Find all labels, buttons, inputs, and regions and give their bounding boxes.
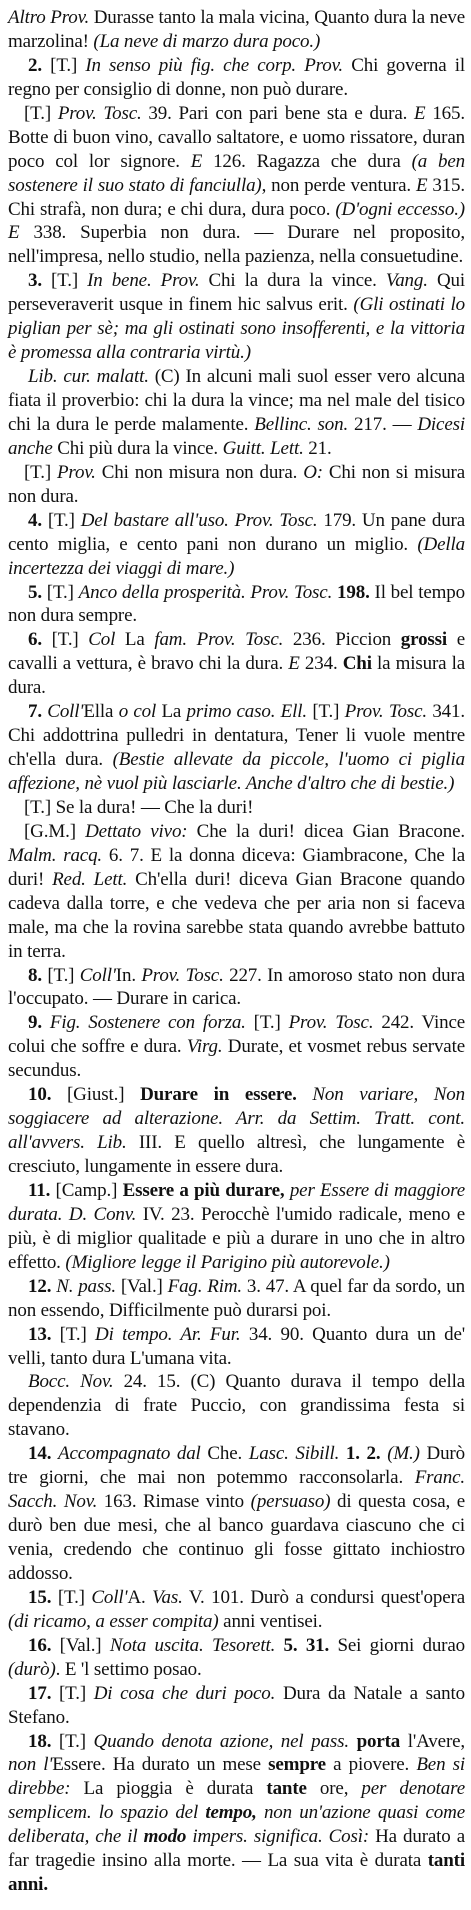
- text-run: [T.]: [51, 1323, 96, 1345]
- bold-run: tempo,: [205, 1802, 257, 1824]
- entry-paragraph: [8, 1083, 465, 1179]
- italic-run: non un'azione quasi come deliberata, che il: [8, 1802, 465, 1848]
- text-run: la misura la dura.: [8, 653, 466, 699]
- italic-run: O:: [303, 461, 323, 483]
- text-run: III. E quello altresì, che lungamente è cresciuto, lungamente in essere dura.: [8, 1132, 466, 1177]
- text-run: La pioggia è durata: [70, 1778, 267, 1800]
- bold-run: 5.: [28, 581, 42, 603]
- text-run: IV. 23. Perocchè l'umido radicale, meno e più, è di miglior qualitade e più a durare in uno che in altro effetto.: [8, 1203, 465, 1273]
- entry-paragraph: [8, 509, 465, 581]
- entry-paragraph: [8, 581, 465, 629]
- italic-run: (D'ogni eccesso.) E: [8, 198, 465, 244]
- italic-run: fam. Prov. Tosc.: [154, 629, 284, 651]
- bold-run: 4.: [28, 509, 42, 531]
- text-run: V. 101. Durò a condursi quest'opera: [182, 1586, 465, 1608]
- italic-run: Coll': [47, 701, 84, 723]
- text-run: [297, 1084, 313, 1105]
- text-run: [T.]: [51, 1586, 92, 1608]
- text-run: La: [115, 629, 155, 651]
- entry-paragraph: [8, 1323, 465, 1371]
- italic-run: Prov. Tosc.: [288, 1012, 374, 1034]
- text-run: 315. Chi strafà, non dura; e chi dura, dura poco.: [8, 174, 465, 220]
- bold-run: 6.: [28, 629, 42, 651]
- italic-run: Dettato vivo:: [85, 820, 188, 842]
- italic-run: In senso più fig. che corp. Prov.: [85, 54, 344, 76]
- italic-run: Prov. Tosc.: [57, 102, 142, 124]
- italic-run: Coll': [91, 1586, 128, 1608]
- entry-paragraph: [8, 1011, 465, 1083]
- text-run: [T.]: [307, 701, 345, 723]
- italic-run: Di tempo. Ar. Fur.: [95, 1323, 241, 1345]
- italic-run: In bene. Prov.: [87, 270, 200, 292]
- italic-run: (Migliore legge il Parigino più autorevole.): [65, 1251, 390, 1273]
- italic-run: Prov. Tosc.: [344, 701, 427, 723]
- text-run: Ella: [83, 701, 119, 723]
- text-run: 217. —: [348, 413, 418, 435]
- text-run: Chi non si misura non dura.: [8, 461, 466, 507]
- text-run: Essere. Ha durato un mese: [52, 1754, 269, 1776]
- text-run: 179. Un pane dura cento miglia, e cento pani non durano un miglio.: [8, 509, 466, 555]
- text-run: [T.]: [51, 1682, 94, 1704]
- text-run: , non perde ventura.: [261, 174, 416, 196]
- italic-run: Lib. cur. malatt.: [28, 366, 149, 388]
- text-run: 227. In amoroso stato non dura l'occupato. — Durare in carica.: [8, 964, 465, 1010]
- bold-run: 7.: [28, 701, 42, 723]
- text-run: [51, 1443, 58, 1464]
- bold-run: 11.: [28, 1179, 51, 1201]
- italic-run: Fig. Sostenere con forza.: [49, 1012, 246, 1034]
- text-run: Chi non misura non dura.: [95, 461, 304, 483]
- text-run: [Giust.]: [51, 1084, 141, 1106]
- italic-run: primo caso. Ell.: [186, 701, 307, 723]
- bold-run: 2.: [366, 1443, 381, 1465]
- text-run: Sei giorni durao: [329, 1634, 465, 1656]
- text-run: 165. Botte di buon vino, cavallo saltatore, e uomo rissatore, duran poco col lor signore.: [8, 102, 465, 172]
- text-run: 3. 47. A quel far da sordo, un non essendo, Difficilmente può durarsi poi.: [8, 1275, 465, 1321]
- entry-paragraph: [8, 1634, 465, 1682]
- italic-run: Bellinc. son.: [254, 413, 349, 435]
- italic-run: Red. Lett.: [52, 868, 128, 890]
- text-run: di questa cosa, e durò ben due mesi, che al banco guardava ciascuno che ci venia, credendo che continuo gli fosse gittato inchiostro addosso.: [8, 1491, 465, 1584]
- italic-run: N. pass.: [56, 1275, 116, 1297]
- dictionary-entry-durare: [8, 6, 465, 1897]
- text-run: l'Avere,: [400, 1730, 466, 1752]
- text-run: [257, 1802, 264, 1823]
- text-run: [T.]: [24, 102, 58, 124]
- text-run: anni ventisei.: [218, 1610, 323, 1632]
- text-run: [T.] Se la dura! — Che la duri!: [24, 796, 254, 818]
- bold-run: tante: [266, 1778, 307, 1800]
- text-run: e cavalli a vettura, è bravo chi la dura.: [8, 629, 465, 675]
- italic-run: Col: [88, 629, 116, 651]
- bold-run: porta: [356, 1730, 401, 1752]
- bold-run: Durare in essere.: [140, 1084, 297, 1106]
- text-run: [T.]: [51, 1730, 94, 1752]
- italic-run: Non variare, Non soggiacere ad alterazione. Arr. da Settim. Tratt. cont. all'avvers. Lib.: [8, 1084, 465, 1154]
- italic-run: (Gli ostinati lo piglian per sè; ma gli ostinati sono insofferenti, e la vittoria è promessa alla contraria virtù.): [8, 294, 465, 364]
- text-run: 126. Ragazza che dura: [202, 150, 412, 172]
- text-run: Che la duri! dicea Gian Bracone.: [187, 820, 465, 842]
- text-run: [Val.]: [116, 1275, 168, 1297]
- text-run: [360, 1443, 367, 1464]
- italic-run: (La neve di marzo dura poco.): [93, 30, 321, 52]
- text-run: 21.: [303, 437, 332, 459]
- italic-run: Guitt. Lett.: [222, 437, 304, 459]
- entry-paragraph: [8, 1586, 465, 1634]
- italic-run: Prov.: [56, 461, 96, 483]
- text-run: 163. Rimase vinto: [97, 1491, 251, 1513]
- italic-run: E: [415, 174, 428, 196]
- bold-run: 9.: [28, 1012, 42, 1034]
- italic-run: non l': [8, 1754, 53, 1776]
- italic-run: (di ricamo, a esser compita): [8, 1610, 219, 1632]
- entry-paragraph: [8, 54, 465, 102]
- text-run: [349, 1731, 357, 1752]
- entry-paragraph: [8, 820, 465, 964]
- text-run: [T.]: [24, 461, 57, 483]
- bold-run: 15.: [28, 1586, 52, 1608]
- italic-run: (M.): [387, 1443, 420, 1465]
- italic-run: Quando denota azione, nel pass.: [93, 1730, 349, 1752]
- text-run: 234.: [299, 653, 343, 675]
- text-run: A.: [127, 1586, 153, 1608]
- text-run: 34. 90. Quanto dura un de' velli, tanto dura L'umana vita.: [8, 1323, 466, 1369]
- text-run: [Camp.]: [50, 1179, 123, 1201]
- italic-run: o col: [118, 701, 157, 723]
- text-run: [T.]: [41, 964, 80, 986]
- bold-run: tanti anni.: [8, 1850, 465, 1896]
- text-run: . E 'l settimo posao.: [55, 1658, 202, 1680]
- bold-run: 8.: [28, 964, 42, 986]
- text-run: Ha durato a far tragedie insino alla morte. — La sua vita è durata: [8, 1826, 466, 1872]
- bold-run: Chi: [342, 653, 372, 675]
- bold-run: 2.: [28, 54, 42, 76]
- italic-run: Nota uscita. Tesorett.: [109, 1634, 276, 1656]
- italic-run: E: [190, 150, 203, 172]
- bold-run: sempre: [268, 1754, 326, 1776]
- bold-run: 3.: [28, 270, 42, 292]
- text-run: [G.M.]: [24, 820, 86, 842]
- text-run: 242. Vince colui che soffre e dura.: [8, 1012, 466, 1058]
- italic-run: Bocc. Nov.: [28, 1371, 114, 1393]
- italic-run: per Essere di maggiore durata. D. Conv.: [8, 1179, 465, 1225]
- entry-paragraph: [8, 461, 465, 509]
- text-run: La: [156, 701, 187, 723]
- bold-run: 5. 31.: [283, 1634, 330, 1656]
- bold-run: 16.: [28, 1634, 52, 1656]
- italic-run: Vas.: [152, 1586, 183, 1608]
- entry-paragraph: [8, 700, 465, 796]
- italic-run: Ben si direbbe:: [8, 1754, 465, 1800]
- text-run: Il bel tempo non dura sempre.: [8, 581, 465, 627]
- text-run: Chi più dura la vince.: [52, 437, 223, 459]
- italic-run: Prov. Tosc.: [141, 964, 224, 986]
- entry-paragraph: [8, 1442, 465, 1586]
- text-run: [275, 1635, 283, 1656]
- bold-run: 17.: [28, 1682, 52, 1704]
- italic-run: Vang.: [385, 270, 428, 292]
- bold-run: 198.: [337, 581, 370, 603]
- entry-paragraph: [8, 102, 465, 270]
- italic-run: Lasc. Sibill.: [248, 1443, 340, 1465]
- bold-run: 10.: [28, 1084, 52, 1106]
- italic-run: per denotare semplicem. lo spazio del: [8, 1778, 465, 1824]
- text-run: 24. 15. (C) Quanto durava il tempo della dependenzia di frate Puccio, con grandissima festa si stavano.: [8, 1371, 465, 1441]
- entry-paragraph: [8, 1179, 465, 1275]
- italic-run: impers. significa. Così:: [192, 1826, 370, 1848]
- italic-run: Anco della prosperità. Prov. Tosc.: [78, 581, 333, 603]
- entry-paragraph: [8, 1730, 465, 1898]
- text-run: Durasse tanto la mala vicina, Quanto dura la neve marzolina!: [8, 7, 465, 52]
- italic-run: E: [288, 653, 300, 675]
- italic-run: (Bestie allevate da piccole, l'uomo ci piglia affezione, nè vuol più lasciarle. Anche d'altro che di bestie.): [8, 749, 465, 794]
- italic-run: Fag. Rim.: [167, 1275, 243, 1297]
- text-run: Ch'ella duri! diceva Gian Bracone quando cadeva dalla torre, e che vedeva che per aria non si faceva male, ma che la rovina sarebbe stata quando avrebbe battuto in terra.: [8, 868, 465, 962]
- italic-run: Malm. racq.: [8, 844, 103, 866]
- text-run: Durò tre giorni, che mai non potemmo racconsolarla.: [8, 1443, 465, 1489]
- text-run: a piovere.: [325, 1754, 417, 1776]
- italic-run: Accompagnato dal: [58, 1443, 201, 1465]
- bold-run: Essere a più durare,: [122, 1179, 285, 1201]
- italic-run: E: [414, 102, 426, 124]
- entry-paragraph: [8, 628, 465, 700]
- italic-run: Franc. Sacch. Nov.: [8, 1467, 465, 1513]
- italic-run: Dicesi anche: [8, 413, 465, 459]
- text-run: 6. 7. E la donna diceva: Giambracone, Che la duri!: [8, 844, 465, 890]
- text-run: 39. Pari con pari bene sta e dura.: [141, 102, 415, 124]
- text-run: [339, 1443, 346, 1464]
- text-run: [42, 1012, 50, 1033]
- text-run: [T.]: [41, 581, 79, 603]
- entry-paragraph: [8, 6, 465, 54]
- bold-run: 12.: [28, 1275, 52, 1297]
- bold-run: 13.: [28, 1323, 52, 1345]
- entry-paragraph: [8, 964, 465, 1012]
- text-run: Dura da Natale a santo Stefano.: [8, 1682, 466, 1728]
- italic-run: (Della incertezza dei viaggi di mare.): [8, 533, 465, 579]
- italic-run: (durò): [8, 1658, 56, 1680]
- italic-run: (a ben sostenere il suo stato di fanciulla): [8, 150, 465, 196]
- entry-paragraph: [8, 1275, 465, 1323]
- text-run: [Val.]: [51, 1634, 110, 1656]
- bold-run: 18.: [28, 1730, 52, 1752]
- text-run: Che.: [200, 1443, 249, 1465]
- bold-run: modo: [143, 1826, 187, 1848]
- italic-run: Del bastare all'uso. Prov. Tosc.: [80, 509, 318, 531]
- text-run: [T.]: [41, 509, 81, 531]
- text-run: Chi governa il regno per consiglio di donne, non può durare.: [8, 54, 466, 100]
- italic-run: Coll': [79, 964, 116, 986]
- text-run: 236. Piccion: [283, 629, 401, 651]
- text-run: 338. Superbia non dura. — Durare nel proposito, nell'impresa, nello studio, nella pazienza, nella consuetudine.: [8, 222, 465, 268]
- text-run: [T.]: [41, 629, 89, 651]
- text-run: (C) In alcuni mali suol esser vero alcuna fiata il proverbio: chi la dura la vince; ma nel male del tisico chi la dura le perde malamente.: [8, 366, 465, 435]
- italic-run: Altro Prov.: [8, 7, 90, 28]
- bold-run: grossi: [400, 629, 448, 651]
- text-run: ore,: [306, 1778, 362, 1800]
- entry-paragraph: [8, 269, 465, 365]
- text-run: 341. Chi addottrina pulledri in dentatura, Tener li vuole mentre ch'ella dura.: [8, 701, 465, 771]
- italic-run: (persuaso): [250, 1491, 331, 1513]
- entry-paragraph: [8, 1370, 465, 1442]
- bold-run: 14.: [28, 1443, 52, 1465]
- text-run: [T.]: [41, 54, 86, 76]
- entry-paragraph: [8, 796, 465, 820]
- italic-run: Di cosa che duri poco.: [93, 1682, 276, 1704]
- entry-paragraph: [8, 365, 465, 461]
- italic-run: Virg.: [186, 1036, 223, 1058]
- text-run: [T.]: [41, 270, 88, 292]
- text-run: Qui perseveraverit usque in finem hic salvus erit.: [8, 270, 465, 316]
- text-run: [T.]: [245, 1012, 289, 1034]
- entry-paragraph: [8, 1682, 465, 1730]
- text-run: Durate, et vosmet rebus servate secundus.: [8, 1036, 465, 1082]
- text-run: Chi la dura la vince.: [199, 270, 386, 292]
- text-run: In.: [115, 964, 142, 986]
- bold-run: 1.: [345, 1443, 360, 1465]
